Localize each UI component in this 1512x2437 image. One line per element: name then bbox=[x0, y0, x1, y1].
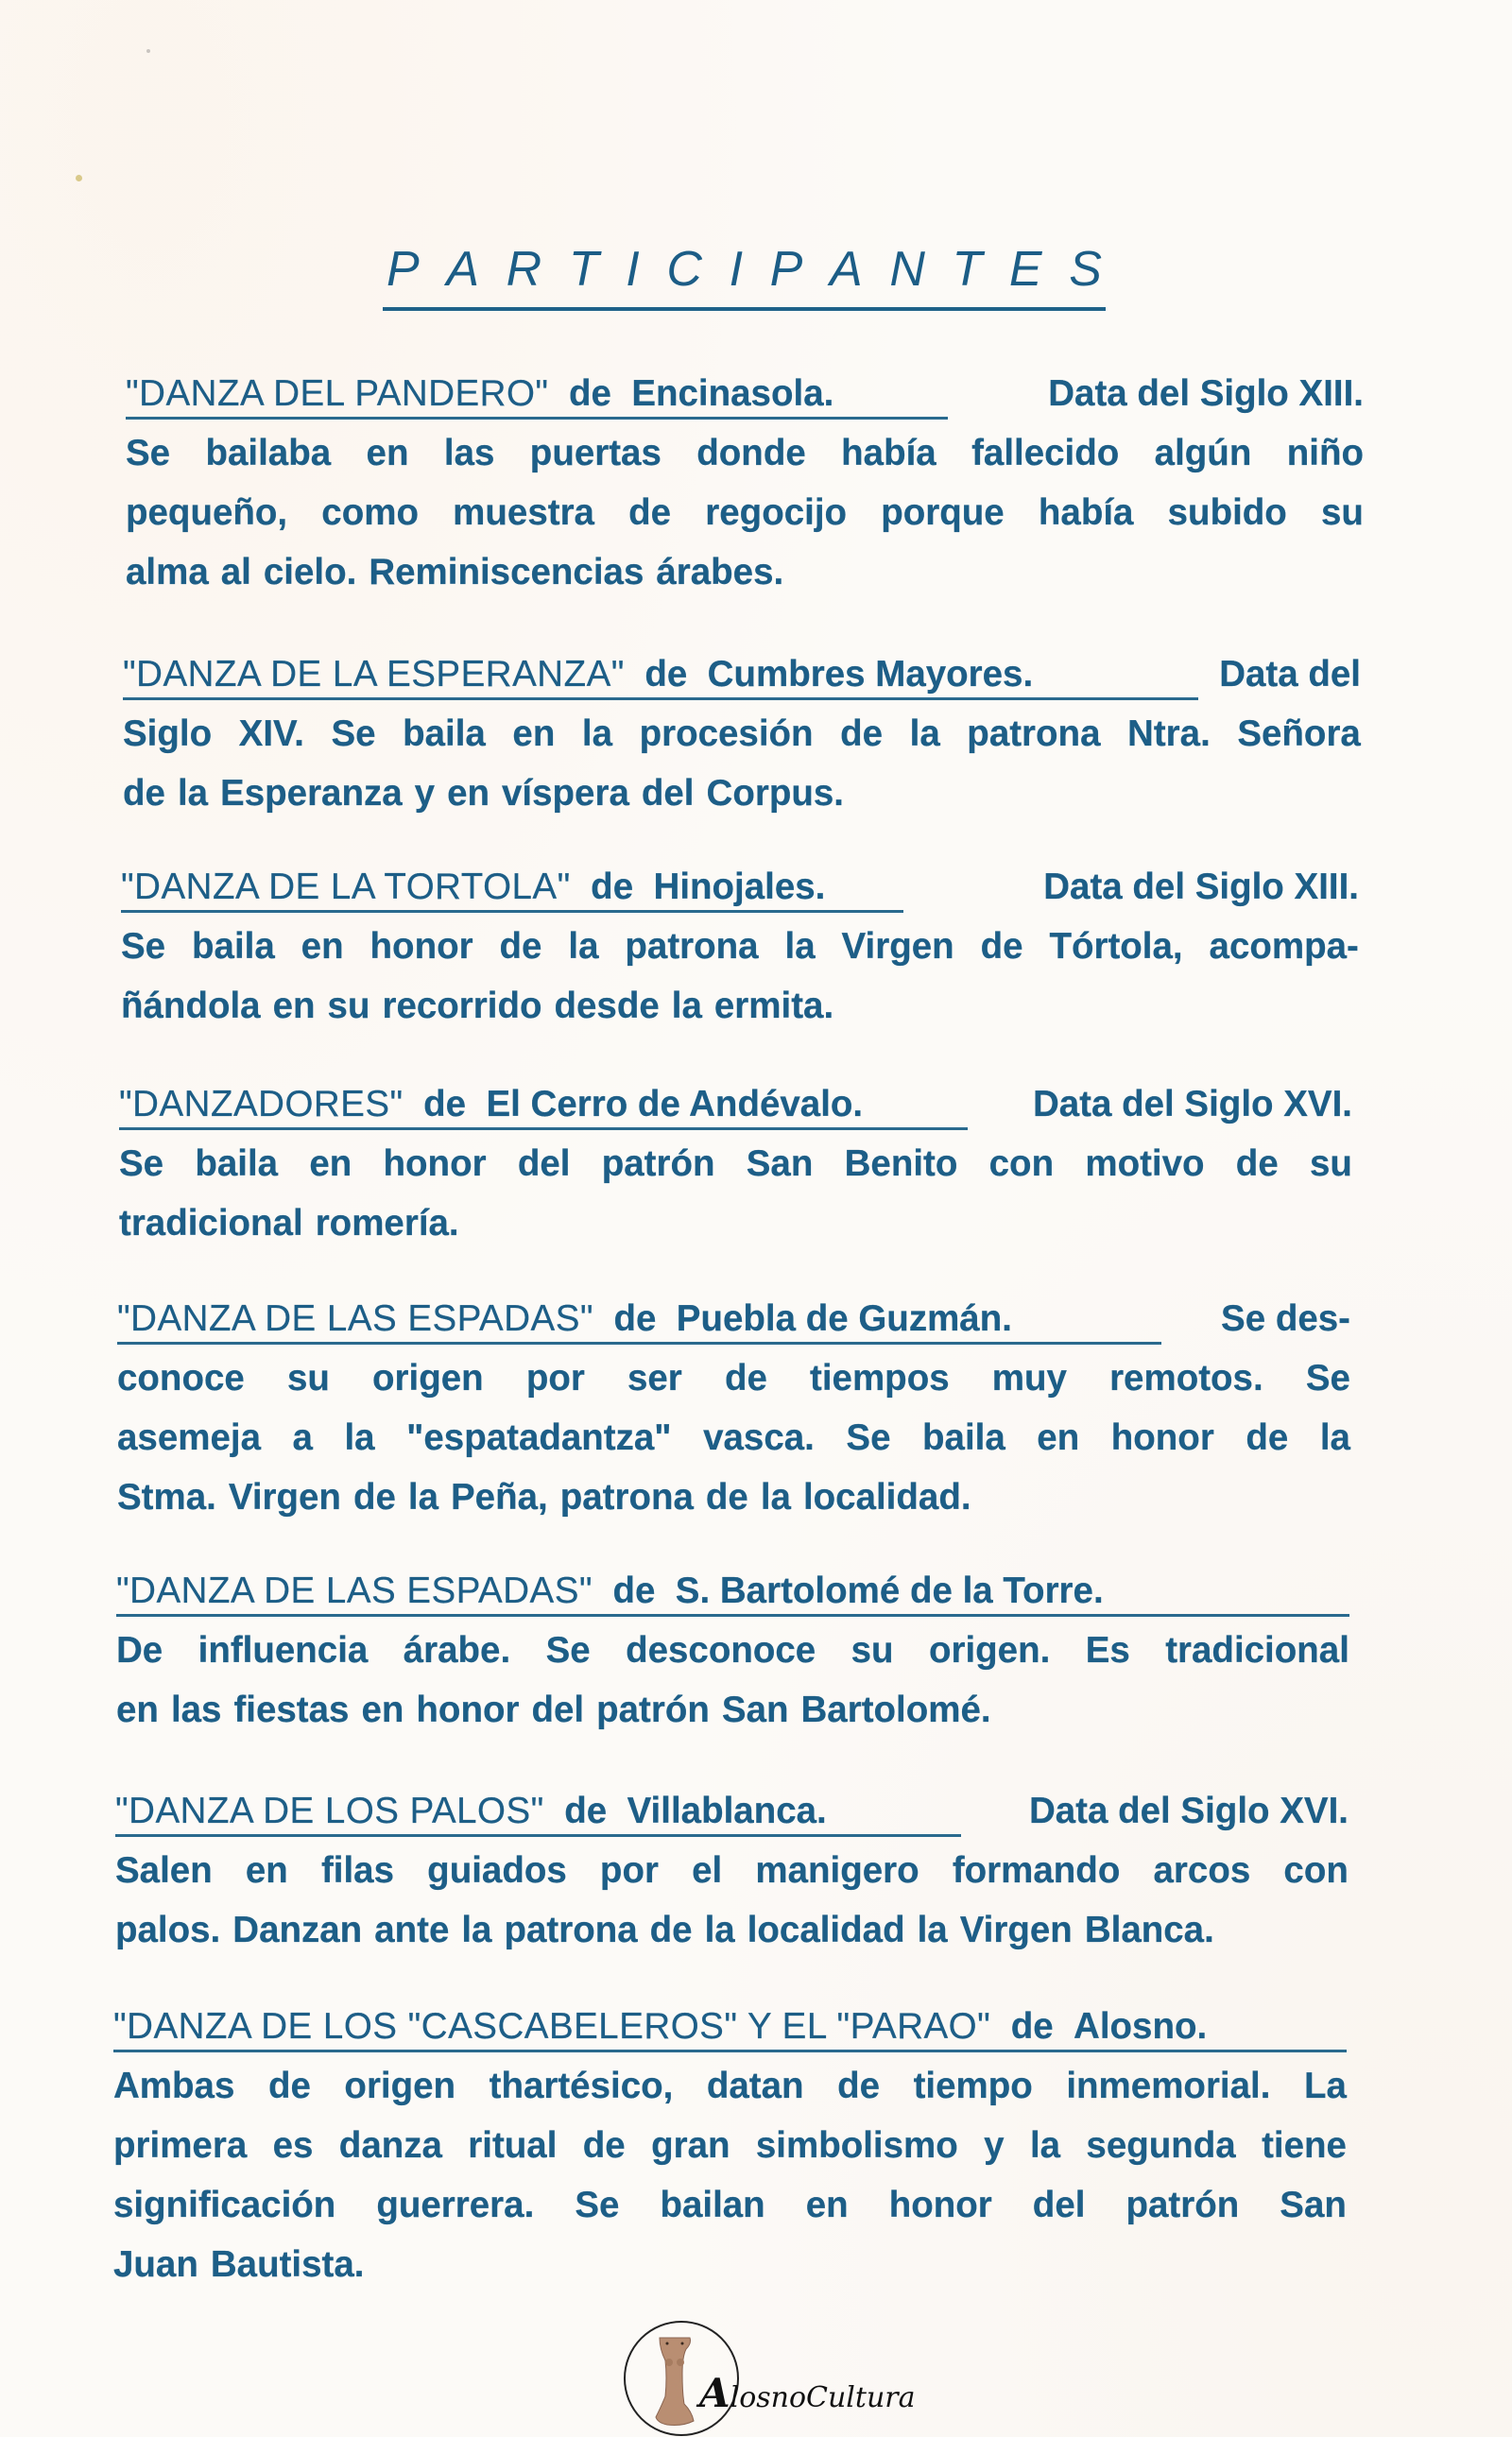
body-line bbox=[116, 1621, 1349, 1680]
word: niño bbox=[1286, 433, 1364, 473]
word: del bbox=[641, 773, 695, 814]
entry-heading-line bbox=[117, 1289, 1350, 1348]
title-letter: A bbox=[829, 242, 863, 297]
body-line bbox=[126, 483, 1364, 542]
word: ser bbox=[627, 1358, 682, 1399]
heading-underline bbox=[115, 1834, 961, 1837]
word: las bbox=[170, 1690, 222, 1730]
word: origen bbox=[344, 2066, 456, 2106]
body-line bbox=[113, 2056, 1347, 2116]
word: ermita. bbox=[713, 986, 834, 1026]
word: Reminiscencias bbox=[369, 552, 644, 592]
word: porque bbox=[881, 492, 1005, 533]
word: fallecido bbox=[971, 433, 1120, 473]
word: origen. bbox=[928, 1630, 1051, 1671]
word: de bbox=[1235, 1143, 1279, 1184]
word: Se bbox=[331, 713, 376, 754]
title-letter: I bbox=[729, 242, 744, 297]
dance-name: "DANZA DE LOS "CASCABELEROS" Y EL "PARAO" bbox=[113, 2006, 991, 2047]
word: en bbox=[272, 986, 316, 1026]
word: en bbox=[1037, 1417, 1080, 1458]
word: en bbox=[447, 773, 490, 814]
word: muy bbox=[991, 1358, 1067, 1399]
place-name: El Cerro de Andévalo. bbox=[486, 1084, 864, 1124]
title-letter: P bbox=[769, 242, 803, 297]
word: influencia bbox=[198, 1630, 369, 1671]
word: conoce bbox=[117, 1358, 245, 1399]
body-line bbox=[121, 917, 1359, 976]
word: manigero bbox=[755, 1850, 919, 1891]
word: Bautista. bbox=[210, 2244, 365, 2285]
word: Se bbox=[126, 433, 171, 473]
preposition: de bbox=[580, 867, 644, 907]
word: Salen bbox=[115, 1850, 213, 1891]
preposition: de bbox=[413, 1084, 476, 1124]
word: Virgen bbox=[228, 1477, 341, 1518]
word: desconoce bbox=[626, 1630, 816, 1671]
word: primera bbox=[113, 2125, 248, 2166]
entry-heading bbox=[126, 364, 833, 423]
word: honor bbox=[1110, 1417, 1214, 1458]
dance-entry bbox=[113, 1997, 1347, 2294]
word: con bbox=[1283, 1850, 1349, 1891]
body-line bbox=[115, 1841, 1349, 1900]
word: tiempos bbox=[810, 1358, 950, 1399]
word: Esperanza bbox=[220, 773, 403, 814]
word: cielo. bbox=[263, 552, 357, 592]
word: ante bbox=[374, 1910, 450, 1950]
word: patrona bbox=[967, 713, 1101, 754]
word: de bbox=[649, 1910, 693, 1950]
heading-underline bbox=[123, 697, 1198, 700]
word: significación bbox=[113, 2185, 336, 2225]
word: honor bbox=[888, 2185, 992, 2225]
dance-entry bbox=[119, 1074, 1352, 1253]
word: XIV. bbox=[238, 713, 304, 754]
entry-heading-line bbox=[116, 1561, 1349, 1621]
body-line bbox=[123, 704, 1361, 764]
word: Se bbox=[846, 1417, 891, 1458]
word: de bbox=[123, 773, 165, 814]
place-name: Cumbres Mayores. bbox=[707, 654, 1034, 695]
word: la bbox=[344, 1417, 375, 1458]
word: tiene bbox=[1262, 2125, 1347, 2166]
word: remotos. bbox=[1109, 1358, 1263, 1399]
title-letter: R bbox=[506, 242, 542, 297]
word: de bbox=[1246, 1417, 1289, 1458]
word: patrona bbox=[559, 1477, 694, 1518]
word: Se bbox=[121, 926, 166, 967]
place-name: Hinojales. bbox=[653, 867, 826, 907]
heading-underline bbox=[117, 1342, 1161, 1345]
word: en bbox=[309, 1143, 352, 1184]
word: subido bbox=[1167, 492, 1287, 533]
word: ritual bbox=[468, 2125, 558, 2166]
paper-speck bbox=[146, 49, 150, 53]
word: localidad bbox=[747, 1910, 905, 1950]
word: de bbox=[499, 926, 542, 967]
word: con bbox=[988, 1143, 1055, 1184]
word: Se bbox=[119, 1143, 164, 1184]
preposition: de bbox=[1001, 2006, 1064, 2047]
word: asemeja bbox=[117, 1417, 261, 1458]
place-name: Villablanca. bbox=[627, 1791, 827, 1831]
word: patrona bbox=[625, 926, 759, 967]
body-line bbox=[117, 1467, 1350, 1527]
word: alma bbox=[126, 552, 209, 592]
word: en bbox=[361, 1690, 404, 1730]
word: su bbox=[1309, 1143, 1352, 1184]
title-letter: I bbox=[626, 242, 640, 297]
word: la bbox=[671, 986, 702, 1026]
title-letter: T bbox=[952, 242, 983, 297]
word: fiestas bbox=[233, 1690, 350, 1730]
place-name: Encinasola. bbox=[631, 373, 834, 414]
word: inmemorial. bbox=[1066, 2066, 1271, 2106]
word: segunda bbox=[1086, 2125, 1236, 2166]
word: en bbox=[245, 1850, 288, 1891]
heading-underline bbox=[116, 1614, 1349, 1617]
preposition: de bbox=[602, 1570, 666, 1611]
word: algún bbox=[1154, 433, 1252, 473]
word: árabes. bbox=[656, 552, 784, 592]
title-letter: A bbox=[446, 242, 480, 297]
body-line bbox=[126, 423, 1364, 483]
body-line bbox=[113, 2235, 1347, 2294]
logo-initial: A bbox=[699, 2370, 730, 2416]
word: San bbox=[746, 1143, 814, 1184]
word: la bbox=[704, 1910, 735, 1950]
word: de bbox=[352, 1477, 396, 1518]
word: Se bbox=[575, 2185, 620, 2225]
word: su bbox=[286, 1358, 330, 1399]
logo-wordmark: losnoCultura bbox=[730, 2381, 916, 2414]
word: desde bbox=[554, 986, 660, 1026]
preposition: de bbox=[603, 1298, 667, 1339]
word: honor bbox=[383, 1143, 487, 1184]
word: su bbox=[1321, 492, 1364, 533]
heading-underline bbox=[126, 417, 948, 420]
word: San bbox=[721, 1690, 789, 1730]
word: Juan bbox=[113, 2244, 198, 2285]
word: tradicional bbox=[1165, 1630, 1349, 1671]
dance-name: "DANZA DE LA TORTOLA" bbox=[121, 867, 571, 907]
heading-underline bbox=[121, 910, 903, 913]
entry-heading bbox=[115, 1781, 827, 1841]
dance-entry bbox=[123, 644, 1361, 823]
word: danza bbox=[338, 2125, 442, 2166]
word: Ambas bbox=[113, 2066, 235, 2106]
title-letter: P bbox=[387, 242, 420, 297]
word: tradicional bbox=[119, 1203, 303, 1244]
place-name: S. Bartolomé de la Torre. bbox=[675, 1570, 1104, 1611]
preposition: de bbox=[554, 1791, 617, 1831]
word: gran bbox=[651, 2125, 730, 2166]
entry-heading bbox=[116, 1561, 1104, 1621]
entry-heading bbox=[121, 857, 825, 917]
word: de bbox=[628, 492, 672, 533]
word: por bbox=[599, 1850, 659, 1891]
word: honor bbox=[369, 926, 473, 967]
word: las bbox=[443, 433, 495, 473]
dance-name: "DANZA DEL PANDERO" bbox=[126, 373, 549, 414]
word: de bbox=[267, 2066, 311, 2106]
word: del bbox=[517, 1143, 571, 1184]
word: Danzan bbox=[232, 1910, 363, 1950]
heading-trailing-text: Data del Siglo XVI. bbox=[1032, 1084, 1352, 1124]
title-underline bbox=[383, 307, 1106, 311]
word: de bbox=[705, 1477, 748, 1518]
word: árabe. bbox=[403, 1630, 511, 1671]
word: la bbox=[1029, 2125, 1061, 2166]
word: Se bbox=[1305, 1358, 1350, 1399]
dance-name: "DANZA DE LAS ESPADAS" bbox=[117, 1298, 594, 1339]
word: del bbox=[531, 1690, 585, 1730]
heading-trailing-text: Data del Siglo XIII. bbox=[1043, 867, 1359, 907]
word: San bbox=[1280, 2185, 1347, 2225]
title-block bbox=[383, 241, 1106, 311]
word: víspera bbox=[502, 773, 629, 814]
heading-trailing-text: Data del Siglo XVI. bbox=[1028, 1791, 1349, 1831]
word: de bbox=[840, 713, 884, 754]
dance-entry bbox=[117, 1289, 1350, 1527]
word: la bbox=[461, 1910, 492, 1950]
word: pequeño, bbox=[126, 492, 288, 533]
word: la bbox=[177, 773, 209, 814]
word: del bbox=[1032, 2185, 1086, 2225]
alosnocultura-logo bbox=[605, 2313, 916, 2437]
word: acompa- bbox=[1209, 926, 1359, 967]
body-line bbox=[113, 2175, 1347, 2235]
word: Señora bbox=[1237, 713, 1361, 754]
word: por bbox=[525, 1358, 585, 1399]
word: Siglo bbox=[123, 713, 213, 754]
dance-name: "DANZADORES" bbox=[119, 1084, 404, 1124]
body-line bbox=[119, 1193, 1352, 1253]
word: la bbox=[581, 713, 613, 754]
word: Corpus. bbox=[706, 773, 844, 814]
word: en bbox=[301, 926, 344, 967]
word: Peña, bbox=[451, 1477, 548, 1518]
word: procesión bbox=[639, 713, 814, 754]
word: filas bbox=[320, 1850, 395, 1891]
place-name: Alosno. bbox=[1074, 2006, 1208, 2047]
word: la bbox=[407, 1477, 438, 1518]
word: de bbox=[980, 926, 1023, 967]
word: Bartolomé. bbox=[800, 1690, 991, 1730]
body-line bbox=[119, 1134, 1352, 1193]
word: Tórtola, bbox=[1049, 926, 1183, 967]
word: de bbox=[837, 2066, 881, 2106]
word: baila bbox=[192, 926, 275, 967]
word: la bbox=[784, 926, 816, 967]
word: al bbox=[220, 552, 251, 592]
word: baila bbox=[403, 713, 486, 754]
word: en bbox=[116, 1690, 159, 1730]
word: La bbox=[1303, 2066, 1347, 2106]
entry-heading-line bbox=[115, 1781, 1349, 1841]
word: en bbox=[805, 2185, 849, 2225]
word: de bbox=[724, 1358, 767, 1399]
word: romería. bbox=[315, 1203, 459, 1244]
word: en bbox=[512, 713, 556, 754]
title-letter: E bbox=[1008, 242, 1042, 297]
word: Virgen bbox=[959, 1910, 1073, 1950]
word: el bbox=[692, 1850, 723, 1891]
word: De bbox=[116, 1630, 163, 1671]
entry-heading-line bbox=[113, 1997, 1347, 2056]
word: su bbox=[850, 1630, 894, 1671]
word: recorrido bbox=[382, 986, 542, 1026]
body-line bbox=[121, 976, 1359, 1036]
word: guiados bbox=[427, 1850, 567, 1891]
word: vasca. bbox=[703, 1417, 815, 1458]
body-line bbox=[115, 1900, 1349, 1960]
word: puertas bbox=[529, 433, 662, 473]
word: Se bbox=[545, 1630, 591, 1671]
word: patrona bbox=[504, 1910, 638, 1950]
entry-heading-line bbox=[126, 364, 1364, 423]
word: la bbox=[917, 1910, 948, 1950]
word: ñándola bbox=[121, 986, 261, 1026]
heading-underline bbox=[113, 2050, 1347, 2052]
preposition: de bbox=[558, 373, 622, 414]
word: tiempo bbox=[913, 2066, 1033, 2106]
word: thartésico, bbox=[489, 2066, 674, 2106]
idol-figurine-icon bbox=[654, 2336, 696, 2427]
title-letter: C bbox=[666, 242, 702, 297]
dance-entry bbox=[115, 1781, 1349, 1960]
body-line bbox=[113, 2116, 1347, 2175]
word: la bbox=[1319, 1417, 1350, 1458]
word: bailaba bbox=[205, 433, 332, 473]
word: de bbox=[582, 2125, 626, 2166]
body-line bbox=[117, 1348, 1350, 1408]
entry-heading bbox=[113, 1997, 1207, 2056]
word: origen bbox=[372, 1358, 484, 1399]
word: palos. bbox=[115, 1910, 221, 1950]
word: Blanca. bbox=[1084, 1910, 1214, 1950]
word: regocijo bbox=[705, 492, 848, 533]
preposition: de bbox=[634, 654, 697, 695]
word: guerrera. bbox=[376, 2185, 535, 2225]
word: honor bbox=[416, 1690, 520, 1730]
word: y bbox=[414, 773, 436, 814]
title-letter: N bbox=[889, 242, 925, 297]
word: datan bbox=[706, 2066, 804, 2106]
heading-trailing-text: Data del bbox=[1219, 654, 1361, 695]
dance-name: "DANZA DE LOS PALOS" bbox=[115, 1791, 544, 1831]
entry-heading bbox=[117, 1289, 1012, 1348]
title-letter: S bbox=[1069, 242, 1102, 297]
word: Ntra. bbox=[1127, 713, 1211, 754]
word: en bbox=[366, 433, 409, 473]
word: "espatadantza" bbox=[406, 1417, 672, 1458]
word: y bbox=[984, 2125, 1005, 2166]
word: patrón bbox=[601, 1143, 715, 1184]
heading-underline bbox=[119, 1127, 968, 1130]
word: Es bbox=[1085, 1630, 1130, 1671]
entry-heading bbox=[123, 644, 1033, 704]
paper-speck bbox=[76, 175, 82, 181]
logo-text bbox=[699, 2370, 916, 2416]
body-line bbox=[123, 764, 1361, 823]
word: formando bbox=[952, 1850, 1121, 1891]
word: había bbox=[841, 433, 936, 473]
word: su bbox=[327, 986, 370, 1026]
body-line bbox=[116, 1680, 1349, 1740]
word: simbolismo bbox=[755, 2125, 958, 2166]
place-name: Puebla de Guzmán. bbox=[676, 1298, 1012, 1339]
title-letter: T bbox=[568, 242, 599, 297]
entry-heading-line bbox=[121, 857, 1359, 917]
dance-entry bbox=[126, 364, 1364, 602]
word: la bbox=[909, 713, 940, 754]
word: baila bbox=[195, 1143, 279, 1184]
entry-heading bbox=[119, 1074, 863, 1134]
word: la bbox=[760, 1477, 791, 1518]
word: bailan bbox=[660, 2185, 765, 2225]
word: Stma. bbox=[117, 1477, 216, 1518]
dance-name: "DANZA DE LA ESPERANZA" bbox=[123, 654, 625, 695]
entry-heading-line bbox=[119, 1074, 1352, 1134]
word: es bbox=[272, 2125, 314, 2166]
word: Virgen bbox=[841, 926, 954, 967]
dance-entry bbox=[121, 857, 1359, 1036]
dance-name: "DANZA DE LAS ESPADAS" bbox=[116, 1570, 593, 1611]
heading-trailing-text: Data del Siglo XIII. bbox=[1048, 373, 1364, 414]
word: arcos bbox=[1153, 1850, 1251, 1891]
word: Benito bbox=[844, 1143, 958, 1184]
body-line bbox=[126, 542, 1364, 602]
word: como bbox=[321, 492, 419, 533]
word: la bbox=[568, 926, 599, 967]
dance-entry bbox=[116, 1561, 1349, 1740]
heading-trailing-text: Se des- bbox=[1221, 1298, 1350, 1339]
word: a bbox=[292, 1417, 313, 1458]
word: baila bbox=[922, 1417, 1005, 1458]
word: muestra bbox=[453, 492, 594, 533]
body-line bbox=[117, 1408, 1350, 1467]
page-title bbox=[383, 241, 1106, 298]
word: patrón bbox=[1125, 2185, 1240, 2225]
entry-heading-line bbox=[123, 644, 1361, 704]
word: localidad. bbox=[802, 1477, 971, 1518]
word: donde bbox=[696, 433, 806, 473]
word: motivo bbox=[1085, 1143, 1205, 1184]
word: había bbox=[1038, 492, 1134, 533]
word: patrón bbox=[596, 1690, 710, 1730]
